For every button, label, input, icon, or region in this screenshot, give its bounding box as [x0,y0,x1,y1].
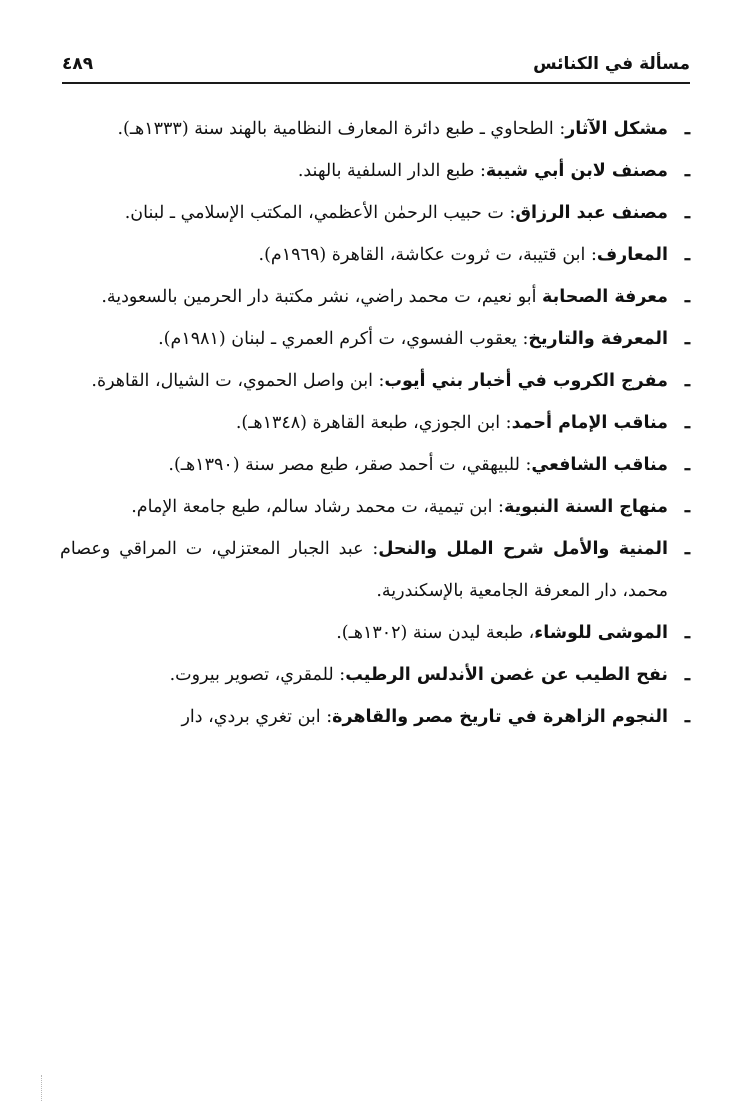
entry-title: مناقب الإمام أحمد [511,413,668,433]
entry-dash: ـ [684,203,690,223]
entry-detail: : للبيهقي، ت أحمد صقر، طبع مصر سنة (١٣٩٠هـ). [168,455,532,475]
entry-dash: ـ [684,623,690,643]
entry-dash: ـ [684,329,690,349]
entry-dash: ـ [684,455,690,475]
entry-detail: : الطحاوي ـ طبع دائرة المعارف النظامية بالهند سنة (١٣٣٣هـ). [117,119,566,139]
crop-mark [41,1075,43,1101]
entry-detail: : يعقوب الفسوي، ت أكرم العمري ـ لبنان (١٩٨١م). [158,329,529,349]
bibliography-entry [60,528,690,612]
entry-title: مصنف لابن أبي شيبة [485,161,668,181]
entry-detail: : طبع الدار السلفية بالهند. [297,161,486,181]
entry-dash: ـ [684,161,690,181]
entry-detail: : ت حبيب الرحمٰن الأعظمي، المكتب الإسلامي ـ لبنان. [124,203,516,223]
bibliography-entry [60,444,690,486]
page-number: ٤٨٩ [62,54,94,74]
entry-dash: ـ [684,497,690,517]
bibliography-entry [60,486,690,528]
bibliography-entry [60,192,690,234]
entry-detail: : للمقري، تصوير بيروت. [169,665,346,685]
entry-dash: ـ [684,665,690,685]
bibliography-entry [60,696,690,738]
entry-detail: : ابن قتيبة، ت ثروت عكاشة، القاهرة (١٩٦٩م). [258,245,597,265]
entry-detail: ، طبعة ليدن سنة (١٣٠٢هـ). [336,623,535,643]
entry-title: المنية والأمل شرح الملل والنحل [378,539,669,559]
entry-title: مصنف عبد الرزاق [515,203,668,223]
entry-title: مناقب الشافعي [531,455,668,475]
entry-title: المعرفة والتاريخ [528,329,668,349]
bibliography-list [60,108,690,738]
bibliography-entry [60,318,690,360]
entry-title: المعارف [596,245,668,265]
entry-dash: ـ [684,707,690,727]
entry-detail: أبو نعيم، ت محمد راضي، نشر مكتبة دار الحرمين بالسعودية. [101,287,543,307]
entry-title: مفرج الكروب في أخبار بني أيوب [384,371,668,391]
entry-dash: ـ [684,245,690,265]
entry-title: النجوم الزاهرة في تاريخ مصر والقاهرة [332,707,668,727]
bibliography-entry [60,654,690,696]
entry-dash: ـ [684,413,690,433]
running-title: مسألة في الكنائس [533,54,690,74]
entry-detail: : ابن تيمية، ت محمد رشاد سالم، طبع جامعة الإمام. [131,497,504,517]
entry-detail: : ابن الجوزي، طبعة القاهرة (١٣٤٨هـ). [235,413,512,433]
entry-dash: ـ [684,119,690,139]
bibliography-entry [60,612,690,654]
entry-detail: : عبد الجبار المعتزلي، ت المراقي وعصام محمد، دار المعرفة الجامعية بالإسكندرية. [60,539,668,601]
entry-title: مشكل الآثار [565,119,668,139]
entry-title: نفح الطيب عن غصن الأندلس الرطيب [345,665,668,685]
bibliography-entry [60,234,690,276]
bibliography-entry [60,276,690,318]
entry-dash: ـ [684,287,690,307]
entry-dash: ـ [684,539,690,559]
entry-title: معرفة الصحابة [542,287,668,307]
running-header [62,52,690,84]
bibliography-entry [60,150,690,192]
bibliography-entry [60,108,690,150]
bibliography-entry [60,402,690,444]
entry-title: منهاج السنة النبوية [503,497,668,517]
entry-dash: ـ [684,371,690,391]
entry-detail: : ابن تغري بردي، دار [181,707,333,727]
entry-detail: : ابن واصل الحموي، ت الشيال، القاهرة. [91,371,385,391]
bibliography-entry [60,360,690,402]
entry-title: الموشى للوشاء [534,623,668,643]
